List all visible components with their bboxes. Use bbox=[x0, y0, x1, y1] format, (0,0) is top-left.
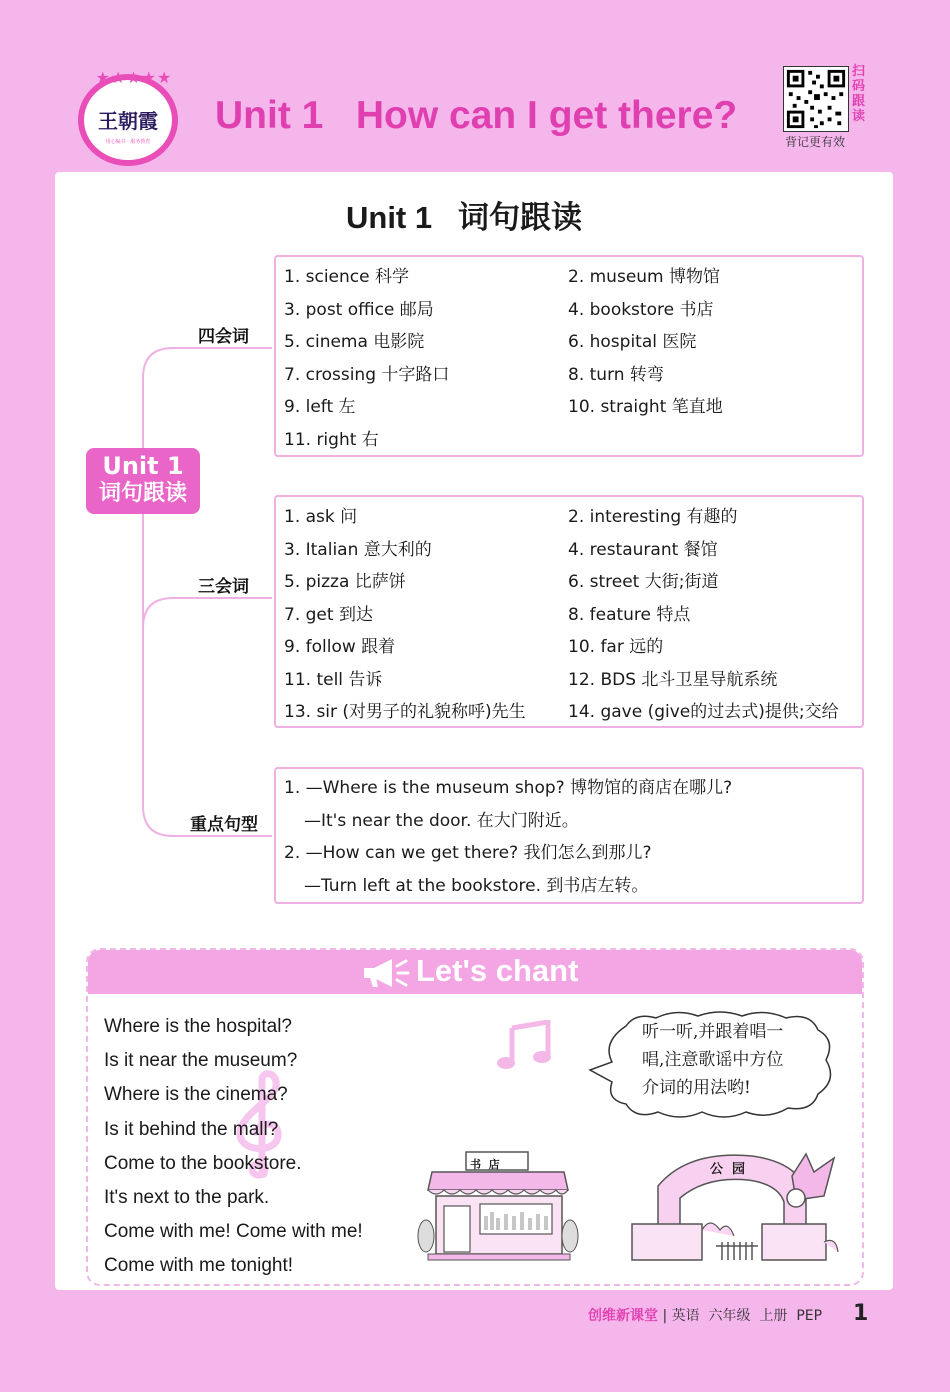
word-item: 3. Italian 意大利的 bbox=[284, 539, 432, 560]
footer-info: 英语 六年级 上册 PEP bbox=[671, 1308, 823, 1324]
word-item bbox=[568, 424, 868, 457]
bubble-line: 唱,注意歌谣中方位 bbox=[642, 1050, 784, 1070]
word-item: 2. interesting 有趣的 bbox=[568, 507, 738, 527]
lyric-line: Where is the cinema? bbox=[104, 1084, 288, 1106]
page-footer: 创维新课堂 | 英语 六年级 上册 PEP bbox=[588, 1308, 823, 1324]
badge-line-2: 词句跟读 bbox=[98, 481, 187, 506]
lyric-line: Is it near the museum? bbox=[104, 1050, 298, 1072]
bubble-line: 介词的用法哟! bbox=[642, 1078, 751, 1098]
logo-name: 王朝霞 bbox=[98, 109, 158, 133]
branch-label-key-sentences: 重点句型 bbox=[190, 815, 258, 835]
chant-header-bar bbox=[88, 950, 862, 994]
word-item: 13. sir (对男子的礼貌称呼)先生 bbox=[284, 702, 526, 722]
word-item: 6. hospital 医院 bbox=[568, 332, 697, 352]
bookstore-sign: 书 店 bbox=[470, 1158, 500, 1171]
megaphone-icon bbox=[360, 956, 410, 990]
word-item: 6. street 大街;街道 bbox=[568, 572, 719, 592]
lyric-line: Come with me tonight! bbox=[104, 1255, 294, 1277]
chant-lyrics bbox=[104, 1010, 363, 1284]
branch-label-four-skill: 四会词 bbox=[198, 327, 249, 347]
four-skill-words-box bbox=[274, 255, 864, 457]
word-item: 14. gave (give的过去式)提供;交给 bbox=[568, 702, 839, 722]
chant-title: Let's chant bbox=[416, 953, 579, 988]
logo-slogan: 用心编书 · 服务教育 bbox=[105, 139, 151, 145]
word-item: 3. post office 邮局 bbox=[284, 299, 434, 320]
unit-title: Unit 1 How can I get there? bbox=[215, 94, 738, 137]
word-item: 10. straight 笔直地 bbox=[568, 397, 723, 417]
word-item: 8. feature 特点 bbox=[568, 604, 691, 625]
word-item: 1. science 科学 bbox=[284, 267, 409, 287]
qr-side-text: 扫码跟读 bbox=[852, 64, 866, 124]
sentence-line: 1. —Where is the museum shop? 博物馆的商店在哪儿? bbox=[284, 778, 733, 798]
footer-brand: 创维新课堂 bbox=[588, 1308, 658, 1324]
sentence-line: —Turn left at the bookstore. 到书店左转。 bbox=[304, 875, 649, 896]
sentence-line: —It's near the door. 在大门附近。 bbox=[304, 810, 579, 831]
word-item: 10. far 远的 bbox=[568, 637, 664, 657]
word-item: 9. left 左 bbox=[284, 397, 356, 417]
word-item: 4. restaurant 餐馆 bbox=[568, 539, 718, 560]
word-item: 1. ask 问 bbox=[284, 507, 358, 527]
word-item: 12. BDS 北斗卫星导航系统 bbox=[568, 669, 778, 690]
word-item: 2. museum 博物馆 bbox=[568, 267, 721, 287]
lyric-line: Come with me! Come with me! bbox=[104, 1221, 363, 1243]
page-number: 1 bbox=[853, 1301, 869, 1326]
branch-label-three-skill: 三会词 bbox=[198, 577, 249, 597]
star-icons: ★★★★★ bbox=[95, 68, 173, 87]
bubble-text bbox=[642, 1018, 822, 1102]
word-item: 11. right 右 bbox=[284, 429, 379, 450]
qr-caption: 背记更有效 bbox=[785, 135, 846, 149]
badge-line-1: Unit 1 bbox=[102, 452, 184, 480]
lyric-line: It's next to the park. bbox=[104, 1186, 270, 1208]
word-item: 7. crossing 十字路口 bbox=[284, 364, 450, 385]
section-title: Unit 1 词句跟读 bbox=[346, 200, 582, 235]
word-item: 7. get 到达 bbox=[284, 604, 373, 625]
word-item: 4. bookstore 书店 bbox=[568, 299, 714, 320]
lyric-line: Where is the hospital? bbox=[104, 1016, 292, 1037]
unit-badge bbox=[86, 448, 200, 514]
word-item: 8. turn 转弯 bbox=[568, 364, 664, 385]
bubble-line: 听一听,并跟着唱一 bbox=[642, 1022, 784, 1042]
park-sign: 公 园 bbox=[710, 1162, 746, 1177]
word-item: 5. cinema 电影院 bbox=[284, 332, 425, 352]
key-sentences-box bbox=[274, 767, 864, 904]
three-skill-words-box bbox=[274, 495, 864, 728]
word-item: 5. pizza 比萨饼 bbox=[284, 572, 406, 592]
word-item: 9. follow 跟着 bbox=[284, 637, 396, 657]
lyric-line: Come to the bookstore. bbox=[104, 1152, 302, 1174]
music-note-icon bbox=[496, 1020, 556, 1072]
word-item: 11. tell 告诉 bbox=[284, 669, 383, 690]
lyric-line: Is it behind the mall? bbox=[104, 1118, 279, 1140]
sentence-line: 2. —How can we get there? 我们怎么到那儿? bbox=[284, 843, 652, 863]
chant-section bbox=[86, 948, 864, 1286]
